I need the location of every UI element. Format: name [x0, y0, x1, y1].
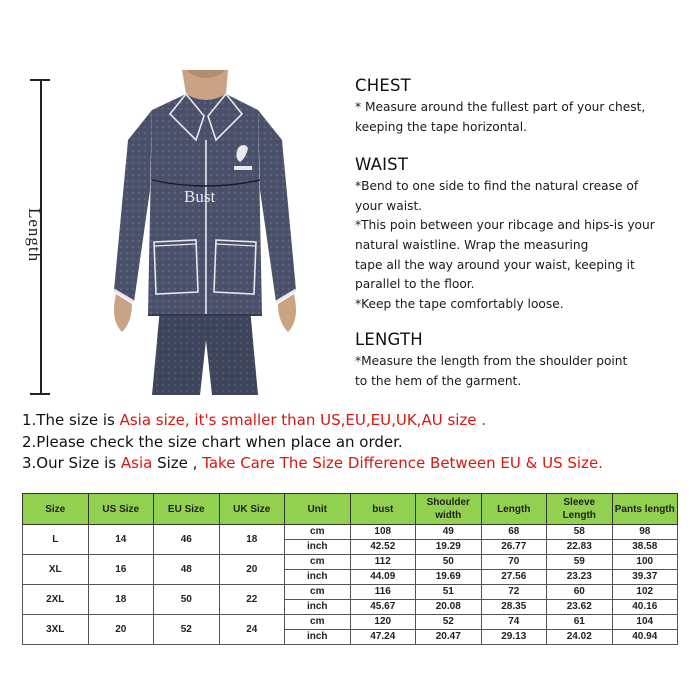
uk-size-cell: 22	[219, 585, 285, 615]
length-section	[355, 330, 675, 391]
waist-title: WAIST	[355, 155, 409, 175]
chest-line: * Measure around the fullest part of your chest,	[355, 100, 646, 114]
length-title: LENGTH	[355, 330, 423, 350]
size-cell: 3XL	[23, 615, 89, 645]
uk-size-cell: 20	[219, 555, 285, 585]
waist-section	[355, 155, 675, 314]
note-1-prefix: 1.The size is	[22, 411, 120, 429]
chest-section	[355, 76, 675, 137]
length-cell: 74	[481, 615, 547, 630]
shoulder-cell: 52	[416, 615, 482, 630]
header-cell: UK Size	[219, 494, 285, 525]
note-3-highlight-asia: Asia	[120, 454, 153, 472]
size-notes	[22, 410, 682, 475]
shoulder-cell: 51	[416, 585, 482, 600]
length-cell: 70	[481, 555, 547, 570]
header-cell: Sleeve Length	[547, 494, 613, 525]
unit-cell: inch	[285, 540, 351, 555]
bust-cell: 112	[350, 555, 416, 570]
unit-cell: cm	[285, 525, 351, 540]
header-cell: EU Size	[154, 494, 220, 525]
measurement-guide	[355, 76, 675, 392]
bust-cell: 47.24	[350, 630, 416, 645]
length-line: *Measure the length from the shoulder point	[355, 354, 628, 369]
length-ruler-bottom-cap	[30, 393, 50, 395]
size-cell: XL	[23, 555, 89, 585]
note-line-3	[22, 453, 682, 475]
length-ruler-label: Length	[25, 207, 44, 263]
pants-cell: 98	[612, 525, 678, 540]
header-cell: Unit	[285, 494, 351, 525]
us-size-cell: 14	[88, 525, 154, 555]
pants-cell: 104	[612, 615, 678, 630]
note-3-prefix: 3.Our Size is	[22, 454, 121, 472]
sleeve-cell: 23.23	[547, 570, 613, 585]
pants-cell: 100	[612, 555, 678, 570]
eu-size-cell: 48	[154, 555, 220, 585]
table-row	[23, 585, 678, 600]
pants-cell: 38.58	[612, 540, 678, 555]
header-cell: Size	[23, 494, 89, 525]
unit-cell: inch	[285, 600, 351, 615]
sleeve-cell: 60	[547, 585, 613, 600]
chest-title: CHEST	[355, 76, 411, 95]
bust-cell: 44.09	[350, 570, 416, 585]
pajama-product-image	[100, 70, 310, 395]
waist-line: *This poin between your ribcage and hips-is your	[355, 218, 655, 233]
pants-cell: 39.37	[612, 570, 678, 585]
header-cell: bust	[350, 494, 416, 525]
length-cell: 28.35	[481, 600, 547, 615]
chest-line: keeping the tape horizontal.	[355, 119, 527, 134]
unit-cell: inch	[285, 630, 351, 645]
header-cell: US Size	[88, 494, 154, 525]
shoulder-cell: 19.29	[416, 540, 482, 555]
length-line: to the hem of the garment.	[355, 373, 522, 388]
waist-line: your waist.	[355, 198, 423, 213]
bust-cell: 120	[350, 615, 416, 630]
note-3-highlight-warning: Take Care The Size Difference Between EU & US Size.	[202, 454, 603, 472]
waist-line: natural waistline. Wrap the measuring	[355, 237, 589, 252]
shoulder-cell: 20.47	[416, 630, 482, 645]
shoulder-cell: 20.08	[416, 600, 482, 615]
shoulder-cell: 19.69	[416, 570, 482, 585]
unit-cell: inch	[285, 570, 351, 585]
waist-line: *Keep the tape comfortably loose.	[355, 296, 564, 311]
bust-cell: 42.52	[350, 540, 416, 555]
bust-label: Bust	[184, 187, 216, 206]
size-chart-header-row	[23, 494, 678, 525]
sleeve-cell: 61	[547, 615, 613, 630]
length-ruler-top-cap	[30, 79, 50, 81]
pants-cell: 102	[612, 585, 678, 600]
shoulder-cell: 49	[416, 525, 482, 540]
pants-cell: 40.16	[612, 600, 678, 615]
waist-line: parallel to the floor.	[355, 277, 475, 292]
length-cell: 29.13	[481, 630, 547, 645]
length-cell: 68	[481, 525, 547, 540]
bust-cell: 116	[350, 585, 416, 600]
pants-cell: 40.94	[612, 630, 678, 645]
sleeve-cell: 59	[547, 555, 613, 570]
sleeve-cell: 23.62	[547, 600, 613, 615]
size-cell: L	[23, 525, 89, 555]
note-3-middle: Size ,	[152, 454, 203, 472]
bust-cell: 108	[350, 525, 416, 540]
unit-cell: cm	[285, 555, 351, 570]
us-size-cell: 16	[88, 555, 154, 585]
table-row	[23, 555, 678, 570]
us-size-cell: 20	[88, 615, 154, 645]
length-cell: 27.56	[481, 570, 547, 585]
eu-size-cell: 52	[154, 615, 220, 645]
header-cell: Pants length	[612, 494, 678, 525]
sleeve-cell: 24.02	[547, 630, 613, 645]
shoulder-cell: 50	[416, 555, 482, 570]
size-chart-table	[22, 493, 678, 645]
note-1-highlight: Asia size, it's smaller than US,EU,EU,UK,AU size .	[119, 411, 487, 429]
size-cell: 2XL	[23, 585, 89, 615]
note-line-1	[22, 410, 682, 432]
us-size-cell: 18	[88, 585, 154, 615]
note-line-2: 2.Please check the size chart when place an order.	[22, 432, 403, 451]
waist-line: *Bend to one side to find the natural crease of	[355, 179, 639, 194]
bust-cell: 45.67	[350, 600, 416, 615]
unit-cell: cm	[285, 585, 351, 600]
eu-size-cell: 50	[154, 585, 220, 615]
length-cell: 72	[481, 585, 547, 600]
waist-line: tape all the way around your waist, keeping it	[355, 257, 635, 272]
unit-cell: cm	[285, 615, 351, 630]
header-cell: Shoulder width	[416, 494, 482, 525]
length-cell: 26.77	[481, 540, 547, 555]
table-row	[23, 615, 678, 630]
table-row	[23, 525, 678, 540]
eu-size-cell: 46	[154, 525, 220, 555]
sleeve-cell: 58	[547, 525, 613, 540]
header-cell: Length	[481, 494, 547, 525]
uk-size-cell: 18	[219, 525, 285, 555]
sleeve-cell: 22.83	[547, 540, 613, 555]
uk-size-cell: 24	[219, 615, 285, 645]
